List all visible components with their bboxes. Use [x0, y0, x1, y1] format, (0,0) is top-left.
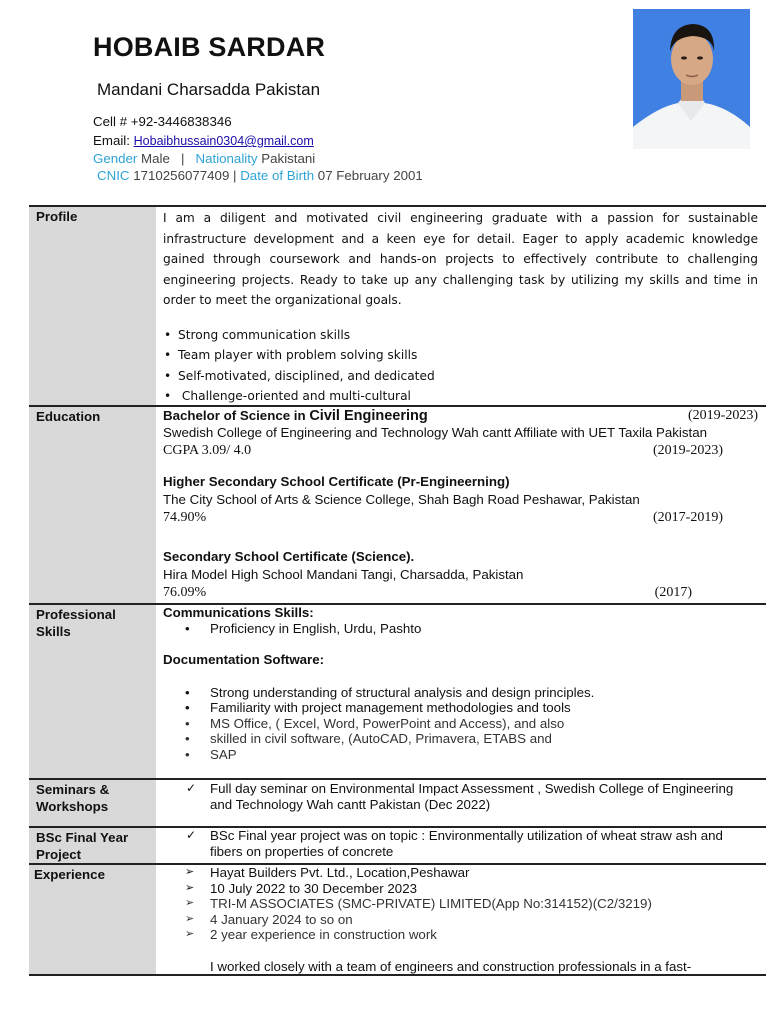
- skills-section: [29, 603, 766, 778]
- list-item: ➢ 4 January 2024 to so on: [163, 912, 758, 928]
- ssc-institute: Hira Model High School Mandani Tangi, Charsadda, Pakistan: [163, 567, 524, 582]
- bsc-years: (2019-2023): [653, 443, 723, 458]
- degree-prefix: Bachelor of Science in: [163, 408, 310, 423]
- doc-list: [163, 685, 758, 763]
- fyp-section: [29, 826, 766, 863]
- section-label: Experience: [29, 865, 156, 974]
- hssc-title: Higher Secondary School Certificate (Pr-Engineerning): [163, 474, 510, 489]
- cell-number: Cell # +92-3446838346: [93, 114, 232, 129]
- experience-list: [163, 865, 758, 943]
- section-label: Professional Skills: [29, 605, 156, 778]
- list-item: • Strong communication skills: [163, 325, 758, 346]
- list-item: • Challenge-oriented and multi-cultural: [163, 386, 758, 407]
- profile-summary: I am a diligent and motivated civil engineering graduate with a passion for sustainable infrastructure development and a keen eye for detail. Eager to apply academic knowledge gained through coursework and hands-on projects to effectively contribute to challenging engineering projects. Ready to take up any challenging task by utilizing my skills and time in order to meet the organizational goals.: [163, 211, 758, 307]
- candidate-name: HOBAIB SARDAR: [93, 32, 326, 62]
- seminars-section: [29, 778, 766, 826]
- separator: |: [169, 151, 196, 166]
- ssc-score: 76.09%: [163, 585, 207, 600]
- bsc-cgpa-row: [163, 442, 758, 460]
- degree-years: (2019-2023): [688, 408, 758, 423]
- hssc-score: 74.90%: [163, 510, 207, 525]
- hssc-score-row: [163, 509, 758, 527]
- ssc-score-row: [163, 584, 758, 602]
- list-item: • Self-motivated, disciplined, and dedicated: [163, 366, 758, 387]
- id-info-line: [97, 168, 423, 183]
- cnic-value: 1710256077409 |: [129, 168, 241, 183]
- profile-bullets: [163, 325, 758, 407]
- nationality-label: Nationality: [195, 151, 258, 166]
- section-label: Education: [29, 407, 156, 603]
- degree-field: Civil Engineering: [309, 408, 428, 424]
- email-link[interactable]: Hobaibhussain0304@gmail.com: [133, 134, 314, 148]
- profile-photo: [633, 9, 750, 149]
- dob-value: 07 February 2001: [314, 168, 423, 183]
- experience-note: I worked closely with a team of engineers and construction professionals in a fast-: [210, 958, 692, 974]
- section-label: BSc Final Year Project: [29, 828, 156, 863]
- bsc-degree: [163, 408, 758, 424]
- bsc-institute: Swedish College of Engineering and Technology Wah cantt Affiliate with UET Taxila Pakistan: [163, 425, 708, 440]
- cv-table: [29, 205, 766, 976]
- seminars-list: [163, 781, 758, 812]
- dob-label: Date of Birth: [240, 168, 315, 183]
- list-item: • Familiarity with project management methodologies and tools: [163, 700, 758, 716]
- list-item: • Proficiency in English, Urdu, Pashto: [163, 621, 758, 637]
- bsc-cgpa: CGPA 3.09/ 4.0: [163, 443, 252, 458]
- comm-list: [163, 621, 758, 637]
- list-item: • SAP: [163, 747, 758, 763]
- list-item: ✓ Full day seminar on Environmental Impact Assessment , Swedish College of Engineering and Technology Wah cantt Pakistan (Dec 2022): [163, 781, 758, 812]
- personal-info-line: [93, 151, 315, 166]
- list-item: • Strong understanding of structural analysis and design principles.: [163, 685, 758, 701]
- list-item: ➢ TRI-M ASSOCIATES (SMC-PRIVATE) LIMITED(App No:314152)(C2/3219): [163, 896, 758, 912]
- section-label: Seminars & Workshops: [29, 780, 156, 826]
- section-label: Profile: [29, 207, 156, 405]
- list-item: ➢ 2 year experience in construction work: [163, 927, 758, 943]
- ssc-year: (2017): [654, 585, 692, 600]
- hssc-years: (2017-2019): [653, 510, 723, 525]
- email-label: Email:: [93, 133, 134, 148]
- list-item: • MS Office, ( Excel, Word, PowerPoint and Access), and also: [163, 716, 758, 732]
- education-section: [29, 405, 766, 603]
- list-item: • Team player with problem solving skills: [163, 345, 758, 366]
- address: Mandani Charsadda Pakistan: [97, 80, 321, 99]
- cnic-label: CNIC: [97, 168, 130, 183]
- fyp-list: [163, 828, 758, 859]
- hssc-institute: The City School of Arts & Science College, Shah Bagh Road Peshawar, Pakistan: [163, 492, 640, 507]
- experience-section: [29, 863, 766, 976]
- gender-label: Gender: [93, 151, 138, 166]
- list-item: ✓ BSc Final year project was on topic : Environmentally utilization of wheat straw ash and fibers on properties of concrete: [163, 828, 758, 859]
- email-line: [93, 133, 314, 148]
- ssc-title: Secondary School Certificate (Science).: [163, 549, 415, 564]
- nationality-value: Pakistani: [257, 151, 316, 166]
- list-item: ➢ 10 July 2022 to 30 December 2023: [163, 881, 758, 897]
- profile-section: [29, 205, 766, 405]
- list-item: ➢ Hayat Builders Pvt. Ltd., Location,Peshawar: [163, 865, 758, 881]
- comm-heading: Communications Skills:: [163, 605, 314, 620]
- doc-heading: Documentation Software:: [163, 651, 325, 667]
- list-item: • skilled in civil software, (AutoCAD, Primavera, ETABS and: [163, 731, 758, 747]
- gender-value: Male: [137, 151, 170, 166]
